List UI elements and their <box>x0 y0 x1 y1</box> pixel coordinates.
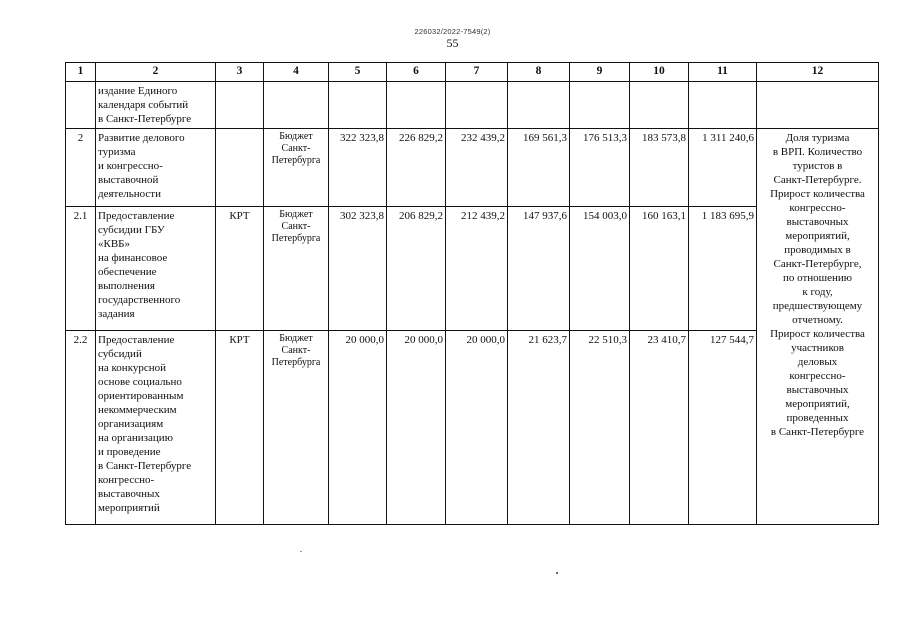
column-header: 11 <box>689 63 757 82</box>
cell-value: 160 163,1 <box>630 207 689 331</box>
continuation-row <box>66 82 879 129</box>
column-header: 10 <box>630 63 689 82</box>
cell-name: Предоставление субсидий на конкурсной основе социально ориентированным некоммерческим организациям на организацию и проведение в Санкт-Петербурге конгрессно- выставочных мероприятий <box>96 331 216 525</box>
cell-empty <box>689 82 757 129</box>
cell-indicators: Доля туризма в ВРП. Количество туристов в Санкт-Петербурге. Прирост количества конгрессно- выставочных мероприятий, проводимых в Санкт-Петербурге, по отношению к году, предшествующему отчетному. Прирост количества участников деловых конгрессно- выставочных мероприятий, проведенных в Санкт-Петербурге <box>757 129 879 525</box>
cell-value: 23 410,7 <box>630 331 689 525</box>
column-header: 1 <box>66 63 96 82</box>
cell-source: Бюджет Санкт- Петербурга <box>264 129 329 207</box>
cell-empty <box>216 82 264 129</box>
column-header: 2 <box>96 63 216 82</box>
cell-executor: КРТ <box>216 331 264 525</box>
document-id: 226032/2022-7549(2) <box>414 27 491 36</box>
cell-value: 322 323,8 <box>329 129 387 207</box>
scan-speck <box>300 551 302 552</box>
cell-num: 2.1 <box>66 207 96 331</box>
cell-value: 22 510,3 <box>570 331 630 525</box>
cell-executor: КРТ <box>216 207 264 331</box>
cell-value: 1 183 695,9 <box>689 207 757 331</box>
cell-value: 147 937,6 <box>508 207 570 331</box>
column-header: 3 <box>216 63 264 82</box>
cell-num <box>66 82 96 129</box>
cell-value: 20 000,0 <box>329 331 387 525</box>
column-header: 5 <box>329 63 387 82</box>
table-row <box>66 129 879 207</box>
cell-num: 2 <box>66 129 96 207</box>
cell-empty <box>446 82 508 129</box>
cell-empty <box>387 82 446 129</box>
column-header: 8 <box>508 63 570 82</box>
cell-value: 302 323,8 <box>329 207 387 331</box>
cell-value: 226 829,2 <box>387 129 446 207</box>
cell-value: 206 829,2 <box>387 207 446 331</box>
scan-speck <box>556 572 558 574</box>
cell-value: 127 544,7 <box>689 331 757 525</box>
column-header: 7 <box>446 63 508 82</box>
cell-empty <box>264 82 329 129</box>
cell-value: 20 000,0 <box>446 331 508 525</box>
column-header: 6 <box>387 63 446 82</box>
cell-value: 169 561,3 <box>508 129 570 207</box>
cell-source: Бюджет Санкт- Петербурга <box>264 207 329 331</box>
cell-empty <box>570 82 630 129</box>
cell-empty <box>508 82 570 129</box>
column-header: 9 <box>570 63 630 82</box>
cell-executor <box>216 129 264 207</box>
cell-value: 1 311 240,6 <box>689 129 757 207</box>
cell-value: 176 513,3 <box>570 129 630 207</box>
cell-num: 2.2 <box>66 331 96 525</box>
cell-value: 232 439,2 <box>446 129 508 207</box>
cell-empty <box>630 82 689 129</box>
cell-value: 154 003,0 <box>570 207 630 331</box>
cell-value: 20 000,0 <box>387 331 446 525</box>
cell-value: 21 623,7 <box>508 331 570 525</box>
cell-value: 212 439,2 <box>446 207 508 331</box>
budget-table <box>65 62 879 525</box>
column-header: 12 <box>757 63 879 82</box>
cell-name: Развитие делового туризма и конгрессно- выставочной деятельности <box>96 129 216 207</box>
cell-name: издание Единого календаря событий в Санкт-Петербурге <box>96 82 216 129</box>
cell-empty <box>757 82 879 129</box>
page-number: 55 <box>446 36 459 50</box>
header-row <box>66 63 879 82</box>
cell-source: Бюджет Санкт- Петербурга <box>264 331 329 525</box>
cell-value: 183 573,8 <box>630 129 689 207</box>
cell-empty <box>329 82 387 129</box>
column-header: 4 <box>264 63 329 82</box>
cell-name: Предоставление субсидии ГБУ «КВБ» на финансовое обеспечение выполнения государственного задания <box>96 207 216 331</box>
